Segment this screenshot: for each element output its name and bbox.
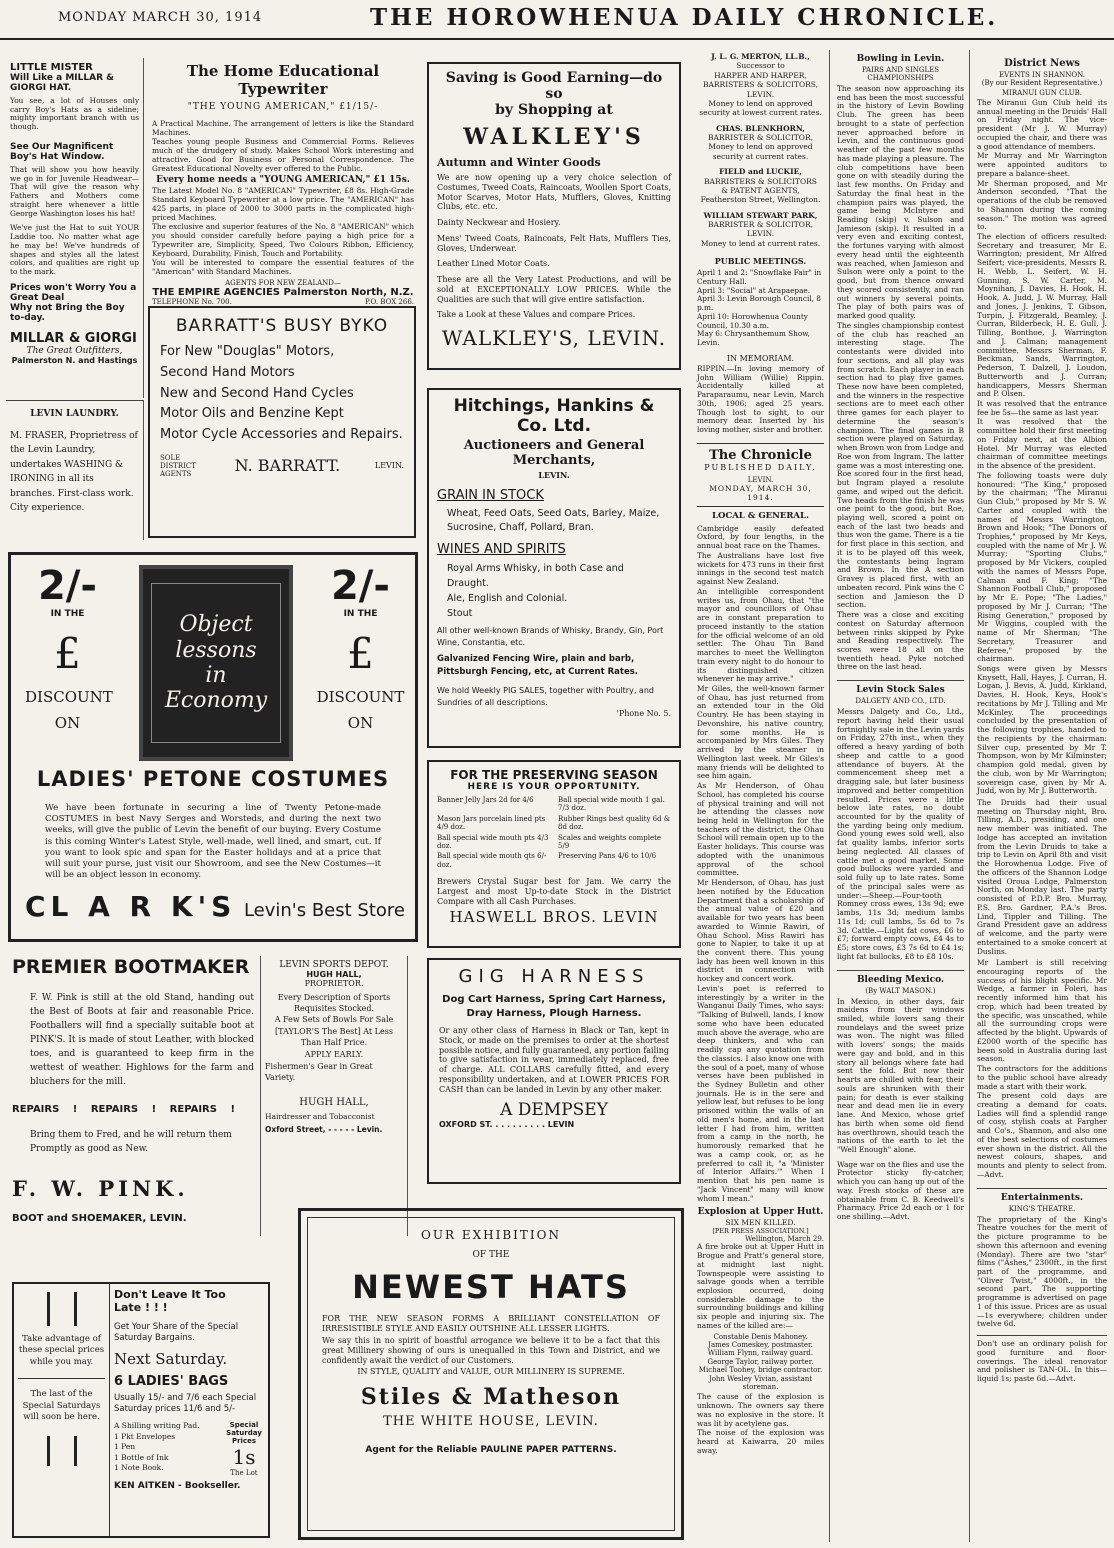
- news-paragraph: It was resolved that the committee hold their first meeting on Friday next, at the Albion Hotel. Mr Murray was elected chairman of committee meetings in the absence of the president.: [977, 417, 1107, 471]
- ad-label: DISCOUNT: [316, 688, 405, 706]
- news-paragraph: The election of officers resulted: Secretary and treasurer, Mr E. Warrington; president, Mr Alfred Seifert; vice-presidents, Messrs R. H. Webb, L. Seifert, W. H. Gunning, S. W. Carter, M. Moynihan, J. Davies, H. Hook, H. Hook, A. Judd, J. W. Murray, Hall and Jones, J. Jenkins, T. Gibson, Turpin, J. Fitzgerald, Beamley, J. Curran, Bilderbeck, H. E. Gull, J. Tilling, Bonthoe, J. Warrington and J. Calman; management committee, Messrs Sherman, F. Beckman, Sands, Warrington, Pederson, T. Dalzell, J. Loudon, Butterworth and J. Curran; handicappers, Messrs Sherman and P. Olsen.: [977, 232, 1107, 399]
- news-paragraph: The noise of the explosion was heard at Kaiwarra, 20 miles away.: [697, 1428, 824, 1455]
- ad-subheading: Autumn and Winter Goods: [437, 156, 601, 169]
- address: OXFORD ST. . . . . . . . . . LEVIN: [439, 1120, 575, 1130]
- news-paragraph: The singles championship contest of the club has reached an interesting stage. The contestants were divided into four sections, and all play was from scratch. Each player in each section had to play five games. These now have been completed, and the winners in the respective sections are to meet each other three games for each player to determine the season's champion. The final games in B section were played on Saturday, when Brown won from Lodge and Roe won from Ingram. The latter game was a most interesting one. Roe scored four in the first head, but Ingram played a resolute game, and wiped out the deficit. Two heads from the finish he was one point to the good, but Roe, playing well, scored a point on each of the last two heads and thus won the game. There is a tie for first place in this section, and it is to be played off this week, the contestants being Ingram and Brown. In the A section Gravey is placed first, with an unbeaten record. Pink wins the C section and Jamieson the D section.: [837, 320, 965, 610]
- price: 1s: [232, 1445, 256, 1470]
- paper-name: The Chronicle: [709, 447, 812, 463]
- meeting-item: May 6: Chrysanthemum Show, Levin.: [697, 329, 810, 348]
- news-paragraph: The contractors for the additions to the public school have already made a start with their work.: [977, 1064, 1107, 1091]
- slate-text: Economy: [164, 688, 268, 714]
- ad-text: F. W. Pink is still at the old Stand, handing out the Best of Boots at fair and reasonable Price. Footballers will find a specially suitable boot at PINK'S. It is made of stout Leather, with blocked toes, and is guaranteed to keep firm in the wettest of weather. Highlows for the farm and bluchers for the mill.: [30, 993, 254, 1087]
- section-subheading: MIRANUI GUN CLUB.: [1001, 89, 1082, 97]
- price-item: Preserving Pans 4/6 to 10/6: [558, 852, 657, 861]
- firm-tagline: The Great Outfitters,: [26, 345, 123, 356]
- list-item: 1 Pkt Envelopes: [114, 1431, 176, 1441]
- ad-text: Hairdresser and Tobacconist: [265, 1112, 375, 1122]
- column-district-news: [973, 50, 1111, 1542]
- pillar-ornament: [47, 1292, 77, 1326]
- card-name: CHAS. BLENKHORN,: [716, 123, 805, 133]
- section-heading: IN MEMORIAM.: [726, 353, 795, 363]
- ad-text: Fishermen's Gear in Great Variety.: [265, 1061, 373, 1083]
- ad-text: Brewers Crystal Sugar best for Jam. We carry the Largest and most Up-to-date Stock in the District Compare with all Cash Purchases.: [437, 877, 671, 906]
- pound-sign: £: [54, 629, 81, 678]
- news-dateline: Wellington, March 29.: [745, 1235, 824, 1244]
- news-paragraph: Levin's poet is referred to interestingly by a writer in the Wanganui Daily Times, who says: "Talking of Bulwell, lands, I know some who have been educated much above the average, who are deep thinkers, and who can readily cap any quotation from the classics. I also know one with the soul of a poet, many of whose verses have been published in the Sydney Bulletin and other journals. He is in the sere and yellow leaf, but refuses to be long prisoned within the walls of an old men's home, and in the last letter I had from him, written from a camp in the north, he humorously remarked that he was a camp cook, or, as he preferred to call it, "a 'Minister of Interior Affairs.'" When I mention that his pen name is "Jack Vincent" many will know whom I mean.": [697, 983, 824, 1203]
- firm-tagline: Levin's Best Store: [243, 900, 405, 921]
- firm-name: Stiles & Matheson: [360, 1384, 622, 1411]
- legal-card: [697, 124, 824, 162]
- meeting-item: April 1 and 2: "Snowflake Fair" in Century Hall.: [697, 268, 822, 286]
- card-line: Money to lend on approved security at current rates.: [708, 142, 813, 161]
- ad-heading: Why not Bring the Boy to-day.: [10, 302, 125, 323]
- ken-aitken-ad: [12, 1282, 270, 1538]
- firm-name: A DEMPSEY: [500, 1100, 608, 1121]
- chronicle-masthead: [697, 443, 824, 507]
- ad-heading: FOR THE PRESERVING SEASON: [450, 768, 658, 782]
- meeting-item: April 10: Horowhenua County Council, 10.30 a.m.: [697, 311, 808, 330]
- ad-heading: LEVIN SPORTS DEPOT.: [279, 960, 389, 970]
- card-line: HARPER AND HARPER,: [714, 70, 807, 80]
- slate-illustration: [139, 565, 293, 761]
- card-line: BARRISTER & SOLICITOR,: [707, 220, 813, 229]
- ad-text: We say this in no spirit of boastful arrogance we believe it to be a fact that this great Millinery showing of ours is unequalled in this Town and District, and we confidently await the verdict of our Customers.: [322, 1336, 660, 1365]
- news-paragraph: Songs were given by Messrs Knysett, Hall, Hayes, J. Curran, H. Logan, J. Bevis, A. Judd, Kirkland, Davies, H. Hook, Keys, Hook's recitations by Mr J. Tilling and Mr McKinley. The proceedings concluded by the presentation of the following trophies, handed to the recipients by the chairman: Silver cup, presented by Mr T. Thompson, won by Mr Kilminster; champion gold medal, given by the club, won by Mr Warrington; sovereign case, given by Mr A. Judd, won by Mr J. Butterworth.: [977, 664, 1107, 796]
- levin-laundry-ad: [6, 400, 144, 540]
- card-line: Successor to: [736, 61, 785, 71]
- news-paragraph: Mr Murray and Mr Warrington were appointed auditors to prepare a balance-sheet.: [977, 151, 1107, 178]
- ad-heading: LADIES' PETONE COSTUMES: [36, 767, 390, 791]
- ad-line: New and Second Hand Cycles: [160, 385, 354, 401]
- ad-text: FOR THE NEW SEASON FORMS A BRILLIANT CONSTELLATION OF IRRESISTIBLE STYLE AND EASILY OUTSHINE ALL LESSER LIGHTS.: [322, 1314, 660, 1333]
- ad-label: ON: [347, 714, 374, 732]
- ad-text: Dainty Neckwear and Hosiery.: [437, 218, 561, 227]
- meeting-item: April 3: "Social" at Arapaepae.: [697, 285, 811, 295]
- firm-name: N. BARRATT.: [234, 456, 341, 476]
- card-line: BARRISTERS & SOLICITORS: [704, 176, 817, 186]
- price-item: Mason Jars porcelain lined pts 4/9 doz.: [437, 814, 546, 832]
- firm-tagline: THE WHITE HOUSE, LEVIN.: [383, 1414, 599, 1430]
- town: LEVIN.: [538, 470, 570, 480]
- barratt-byko-ad: [148, 306, 416, 538]
- ad-heading: GIG HARNESS: [458, 966, 650, 987]
- casualty-name: William Flynn, railway guard.: [707, 1349, 814, 1358]
- price-item: Rubber Rings best quality 6d & 8d doz.: [558, 814, 671, 832]
- ad-label: OF THE: [472, 1250, 510, 1260]
- ad-heading: See Our Magnificent Boy's Hat Window.: [10, 141, 114, 162]
- firm-name: KEN AITKEN - Bookseller.: [114, 1481, 241, 1492]
- ad-text: Every Description of Sports Requisites Stocked.: [277, 993, 391, 1014]
- ad-text: We have been fortunate in securing a line of Twenty Petone-made COSTUMES in best Navy Serges and Worsteds, and during the next two weeks, will give the public of Levin the benefit of our buying. Every Costume is this coming Winter's Latest Style, well-made, well lined, and smart, cut. If you want to look spic and span for the Easter holidays and at a price that will suit your purse, just visit our Showroom, and see the New Costumes—it will be an object lesson in economy.: [45, 803, 381, 881]
- ad-heading: by Shopping at: [495, 102, 613, 118]
- news-paragraph: Mr Lambert is still receiving encouraging reports of the success of his blight specific. Mr Wedge, a farmer in Foleri, has recently informed him that his crop, which had been treated by the specific, was unscathed, while all the surrounding crops were affected by the blight. Upwards of £2000 worth of the specific has been sold in Australia during last season.: [977, 958, 1107, 1064]
- casualty-name: James Comeskey, postmaster.: [708, 1341, 813, 1350]
- price-item: Ball special wide mouth pts 4/3 doz.: [437, 833, 549, 850]
- list-item: 1 Note Book.: [114, 1463, 164, 1473]
- telephone: TELEPHONE No. 700.: [152, 297, 232, 306]
- ad-text: Take advantage of these special prices while you may.: [18, 1334, 105, 1367]
- card-name: J. L. G. MERTON, LL.B.,: [711, 52, 810, 61]
- firm-name: Hitchings, Hankins & Co. Ltd.: [453, 396, 655, 436]
- walkleys-ad: [427, 62, 681, 370]
- section-heading: LOCAL & GENERAL.: [712, 510, 809, 521]
- ad-text: These are all the Very Latest Productions, and will be sold at EXCEPTIONALLY LOW PRICES. While the Qualities are such that will give entire satisfaction.: [437, 275, 671, 304]
- sports-depot-ad: [260, 956, 408, 1236]
- pink-bootmaker-ad: [8, 952, 258, 1270]
- ad-text: Usually 15/- and 7/6 each Special Saturday prices 11/6 and 5/-: [114, 1393, 257, 1415]
- ad-subheading: 6 LADIES' BAGS: [114, 1374, 229, 1390]
- slate-text: Object: [179, 612, 253, 638]
- ad-line: For New "Douglas" Motors,: [160, 344, 335, 359]
- casualty-name: George Taylor, railway porter.: [707, 1357, 814, 1366]
- ad-text: Or any other class of Harness in Black or Tan, kept in Stock, or made on the premises to order at the shortest possible notice, and fully guaranteed, any portion failing to give satisfaction in wear, immediately replaced, free of charge. ALL COLLARS carefully fitted, and every responsibility undertaken, and at LOWER PRICES FOR CASH than can be landed in Levin by any other maker.: [439, 1026, 669, 1094]
- list-item: A Shilling writing Pad.: [114, 1421, 200, 1431]
- paper-tagline: PUBLISHED DAILY.: [704, 462, 817, 472]
- pillar-ornament: [47, 1436, 77, 1466]
- section-subheading: SIX MEN KILLED.: [725, 1218, 796, 1228]
- price-item: Ball special wide mouth qts 6/- doz.: [437, 852, 547, 869]
- card-line: LEVIN.: [746, 229, 775, 239]
- section-subheading: DALGETY AND CO., LTD.: [855, 697, 946, 706]
- firm-name: MILLAR & GIORGI: [10, 330, 137, 346]
- news-paragraph: Mr Giles, the well-known farmer of Ohau, has just returned from an extended tour in the Old Country. He has been staying in Devonshire, his native country, for some months. He is accompanied by Mrs Giles. They arrived by the steamer in Wellington last week. Mr Giles's many friends will be delighted to see him again.: [697, 683, 824, 781]
- issue-date: MONDAY MARCH 30, 1914: [58, 10, 263, 25]
- address: Oxford Street, - - - - - Levin.: [265, 1125, 383, 1135]
- section-heading: WINES AND SPIRITS: [437, 541, 566, 557]
- pound-sign: £: [347, 629, 374, 678]
- ad-heading: OUR EXHIBITION: [421, 1228, 561, 1242]
- ad-heading: BARRATT'S BUSY BYKO: [175, 316, 389, 336]
- town: LEVIN.: [374, 461, 404, 471]
- section-heading: PUBLIC MEETINGS.: [714, 256, 807, 267]
- gig-harness-ad: [427, 958, 681, 1184]
- ad-text: IN STYLE, QUALITY and VALUE, OUR MILLINERY IS SUPREME.: [357, 1367, 625, 1377]
- ad-text: We've just the Hat to suit YOUR Laddie too. No matter what age he may be! We've hundreds of shapes and styles all the latest colors, and qualities are right up to the mark.: [10, 223, 139, 277]
- section-subheading: PAIRS AND SINGLES CHAMPIONSHIPS: [861, 66, 940, 82]
- slate-text: in: [205, 663, 227, 688]
- ad-line: Royal Arms Whisky, in both Case and Draught.: [447, 562, 624, 589]
- news-paragraph: As Mr Henderson, of Ohau School, has completed his course of physical training and will not be attending the classes now being held in Wellington for the teachers of the district, the Ohau School will remain open up to the Easter holidays. This course was adopted with the unanimous approval of the school committee.: [697, 781, 824, 878]
- byline: (By WALT MASON.): [865, 986, 936, 995]
- list-item: 1 Bottle of Ink: [114, 1452, 169, 1462]
- millar-giorgi-ad: [6, 58, 144, 398]
- paper-town: LEVIN.: [747, 475, 774, 484]
- ad-text: Leather Lined Motor Coats.: [437, 259, 550, 269]
- ad-heading: LEVIN LAUNDRY.: [30, 409, 119, 419]
- card-line: Money to lend at current rates.: [700, 238, 821, 248]
- ad-subheading: HERE IS YOUR OPPORTUNITY.: [467, 782, 641, 792]
- ad-label: PROPRIETOR.: [304, 979, 364, 988]
- meeting-item: April 3: Levin Borough Council, 8 p.m.: [697, 294, 821, 313]
- casualty-name: Constable Denis Mahoney.: [713, 1332, 808, 1341]
- ad-heading: Prices won't Worry You a Great Deal: [10, 282, 137, 303]
- ad-line: Second Hand Motors: [160, 364, 295, 380]
- card-line: Money to lend on approved security at lowest current rates.: [699, 98, 822, 118]
- ad-text: Take a Look at these Values and compare Prices.: [437, 310, 636, 320]
- ad-text: You will be interested to compare the essential features of the "American" with Standard Machines.: [152, 258, 414, 277]
- ad-text: Wheat, Feed Oats, Seed Oats, Barley, Maize, Sucrosine, Chaff, Pollard, Bran.: [447, 508, 660, 534]
- ad-subheading: "THE YOUNG AMERICAN," £1/15/-: [187, 102, 379, 112]
- news-agency: [PER PRESS ASSOCIATION.]: [712, 1227, 809, 1236]
- firm-signature: HASWELL BROS. LEVIN: [449, 908, 659, 927]
- clarks-ad: [8, 552, 418, 942]
- firm-footer: Agent for the Reliable PAULINE PAPER PATTERNS.: [365, 1445, 617, 1456]
- card-line: BARRISTERS & SOLICITORS,: [702, 80, 818, 90]
- stiles-matheson-ad: [298, 1208, 684, 1540]
- repairs-banner: REPAIRS ! REPAIRS ! REPAIRS !: [12, 1103, 236, 1115]
- price-item: Ball special wide mouth 1 gal. 7/3 doz.: [558, 796, 665, 813]
- casualty-name: Michael Toohey, bridge contractor.: [698, 1366, 823, 1375]
- news-paragraph: The season now approaching its end has been the most successful in the history of Levin Bowling Club. The green has been brought to a state of perfection never approached before in Levin, and the continuous good weather of the past few months has made playing a pleasure. The club competitions have been gone on with steadily during the last few months. On Friday and Saturday the final heat in the champion pairs was played, the game being McIntyre and Reading (skip) v. Sulson and Jamieson (skip). It resulted in a very even and exciting contest, the fortunes varying with almost every head until the eighteenth was reached, when Jamieson and Sulson were only a point to the good, but from thence onward they scored consistently, and ran out winners by several points. The play of both pairs was of marked good quality.: [837, 84, 964, 321]
- ad-text: We hold Weekly PIG SALES, together with Poultry, and Sundries of all descriptions.: [437, 685, 654, 707]
- proprietor-name: HUGH HALL,: [306, 970, 362, 979]
- firm-signature: WALKLEY'S, LEVIN.: [441, 326, 667, 350]
- ad-heading: PREMIER BOOTMAKER: [12, 956, 250, 978]
- paper-date: MONDAY, MARCH 30, 1914.: [709, 483, 812, 502]
- casualty-name: John Wesley Vivian, assistant storeman.: [708, 1374, 813, 1391]
- news-paragraph: An intelligible correspondent writes us, from Ohau, that "the mayor and councillors of Ohau are in constant preparation to proceed instantly to the station for the official welcome of an old settler. The Ohau Tin Band marches to meet the Wellington train every night to do honour to its distinguished citizen whenever he may arrive.": [697, 586, 824, 684]
- firm-name: THE EMPIRE AGENCIES Palmerston North, N.Z.: [152, 286, 414, 298]
- ad-text: All other well-known Brands of Whisky, Brandy, Gin, Port Wine, Constantia, etc.: [437, 626, 664, 648]
- ad-subheading: Dog Cart Harness, Spring Cart Harness, Dray Harness, Plough Harness.: [442, 994, 666, 1019]
- agents-label: SOLE DISTRICT AGENTS: [160, 453, 196, 478]
- ad-label: IN THE: [50, 609, 85, 619]
- ad-heading: Will Like a MILLAR & GIORGI HAT.: [10, 73, 114, 93]
- haswell-bros-ad: [427, 760, 681, 948]
- ad-label: The Lot: [230, 1469, 258, 1478]
- section-heading: Entertainments.: [977, 1188, 1107, 1203]
- news-paragraph: There was a close and exciting contest on Saturday afternoon between rinks skipped by Pyke and Reading respectively. The scores were 18 all on the twentieth head. Pyke notched three on the last head.: [837, 610, 964, 672]
- price-item: Scales and weights complete 5/9: [558, 833, 662, 850]
- news-paragraph: The Miranui Gun Club held its annual meeting in the Druids' Hall on Friday night. The vice-president (Mr J. W. Murray) occupied the chair, and there was a good attendance of members.: [977, 98, 1107, 151]
- byline: (By our Resident Representative.): [981, 79, 1103, 87]
- news-paragraph: The following toasts were duly honoured: "The King," proposed by the chairman; "The Miranui Gun Club," proposed by Mr S. W. Carter and coupled with the names of Messrs Warrington, Brown and Hook; "The Donors of Trophies," proposed by Mr Keys, coupled with the name of Mr J. W. Murray; "Sporting Clubs," proposed by Mr Vickers, coupled with the names of Messrs Pope, Calman and F. King; "The Shannon Football Club," proposed by Mr E. Pope; "The Ladies," proposed by Mr J. Curran; "The Rising Generation," proposed by Mr Wiggins, coupled with the name of Mr Sherman; "The Secretary, Treasurer and Referee," proposed by the chairman.: [977, 470, 1107, 664]
- firm-name: CL A R K'S: [25, 890, 237, 923]
- ad-text: We are now opening up a very choice selection of Costumes, Tweed Coats, Raincoats, Woollen Sport Coats, Motor Scarves, Motor Hats, Mufflers, Gloves, Knitting Clubs, etc. etc.: [437, 173, 671, 212]
- section-heading: District News: [1004, 58, 1080, 69]
- proprietor-name: HUGH HALL,: [299, 1097, 369, 1109]
- list-item: 1 Pen: [114, 1442, 136, 1452]
- ad-text: Mens' Tweed Coats, Raincoats, Felt Hats, Mufflers Ties, Gloves, Underwear.: [437, 233, 671, 253]
- ad-label: ON: [54, 714, 81, 732]
- brand-name: WALKLEY'S: [463, 124, 645, 150]
- card-name: FIELD and LUCKIE,: [719, 167, 802, 177]
- memoriam-text: RIPPIN.—In loving memory of John William (Willie) Rippin. Accidentally killed at Paraparaumu, near Levin, March 30th, 1906; aged 25 years. Though lost to sight, to our memory dear. Inserted by his loving mother, sister and brother.: [697, 363, 824, 435]
- ad-label: DISCOUNT: [25, 688, 113, 706]
- legal-card: [697, 167, 824, 205]
- hitchings-hankins-ad: [427, 388, 681, 748]
- masthead: [0, 0, 1114, 40]
- section-heading: Bowling in Levin.: [856, 54, 945, 64]
- card-name: WILLIAM STEWART PARK,: [703, 210, 818, 220]
- ad-line: Motor Cycle Accessories and Repairs.: [160, 427, 403, 443]
- legal-card: [697, 52, 824, 118]
- ad-heading: Saving is Good Earning—do so: [445, 70, 663, 102]
- price-item: Banner Jelly Jars 2d for 4/6: [437, 796, 534, 804]
- ad-subheading: Next Saturday.: [114, 1350, 228, 1369]
- ad-text: The last of the Special Saturdays will soon be here.: [22, 1389, 101, 1423]
- section-heading: GRAIN IN STOCK: [437, 488, 544, 503]
- news-paragraph: The cause of the explosion is unknown. The owners say there was no explosive in the store. It was lit by acetylene gas.: [697, 1392, 824, 1428]
- ad-text: Teaches young people Business and Commercial Forms. Relieves much of the drudgery of study. Makes School Work interesting and attractive. Good for Business or Personal Correspondence. The Greatest Educational Novelty ever offered to the Public.: [152, 137, 414, 173]
- firm-tagline: Auctioneers and General Merchants,: [463, 438, 645, 468]
- legal-card: [697, 211, 824, 249]
- card-line: BARRISTER & SOLICITOR,: [707, 133, 813, 142]
- ad-heading: LITTLE MISTER: [10, 62, 93, 73]
- ad-text: Get Your Share of the Special Saturday Bargains.: [114, 1322, 239, 1344]
- advert-paragraph: The present cold days are creating a demand for coats. Ladies will find a splendid range of cosy, stylish coats at Fargher and Co's., Shannon, and also one of the best selections of costumes ever shown in the district. All the newest colours, shapes, and mounts and plenty to select from.—Advt.: [977, 1091, 1107, 1179]
- ad-label: IN THE: [343, 609, 378, 619]
- ad-text: A Practical Machine. The arrangement of letters is like the Standard Machines.: [152, 119, 414, 137]
- card-line: & PATENT AGENTS,: [721, 185, 800, 195]
- card-line: Featherston Street, Wellington.: [700, 195, 821, 205]
- ad-text: The Latest Model No. 8 "AMERICAN" Typewriter, £8 8s. High-Grade Standard Keyboard Typewriter at a low price. The "AMERICAN" has 425 parts, in place of 2000 to 3000 parts in the complicated high-priced Machines.: [152, 186, 414, 222]
- section-subheading: KING'S THEATRE.: [1008, 1204, 1076, 1213]
- section-heading: Levin Stock Sales: [837, 680, 964, 695]
- firm-tagline: BOOT and SHOEMAKER, LEVIN.: [12, 1213, 187, 1225]
- news-paragraph: In Mexico, in other days, fair maidens from their windows smiled, while lovers sang their roundelays and the sweet prize was won. The night was filled with lovers' songs; the maids were gay and bold, and in this story all belongs where fate had sent the fold. But now their hearts are chilled with fear, their souls are shrunken with their pain; for death is ever stalking near and dead men lie in every lane. And Mexico, whose grief has birth when some old fiend has overthrown, should teach the nations of the earth to let the "Well Enough" alone.: [837, 996, 964, 1154]
- column-legal-local: [692, 50, 830, 1542]
- section-heading: Explosion at Upper Hutt.: [697, 1207, 824, 1218]
- ad-text: A Few Sets of Bowls For Sale [TAYLOR'S The Best] At Less Than Half Price.: [274, 1015, 394, 1047]
- ad-text: AGENTS FOR NEW ZEALAND—: [225, 278, 341, 287]
- advert-paragraph: Wage war on the flies and use the Protector sticky fly-catcher, which you can hang up out of the way. Fresh stocks of these are obtainable from C. B. Keedwell's Pharmacy. Price 2d each or 1 for one shilling.—Advt.: [837, 1159, 964, 1222]
- section-heading: Bleeding Mexico.: [837, 970, 964, 985]
- ad-line: Motor Oils and Benzine Kept: [160, 406, 344, 422]
- section-subheading: EVENTS IN SHANNON.: [998, 71, 1086, 79]
- news-paragraph: A fire broke out at Upper Hutt in Brogue and Pratt's general store, at midnight last night. Townspeople were assisting to salvage goods when a terrible explosion occurred, doing considerable damage to the surrounding buildings and killing six people and injuring six. The names of the killed are:—: [697, 1242, 824, 1330]
- slate-text: lessons: [175, 637, 257, 663]
- firm-locations: Palmerston N. and Hastings: [11, 355, 138, 365]
- ad-text: The exclusive and superior features of the No. 8 "AMERICAN" which you should consider carefully before paying a high price for a Typewriter are, Simplicity, Speed, Two Colours Ribbon, Efficiency, Keyboard, Durability, Finish, Touch and Portability.: [152, 222, 414, 258]
- advert-paragraph: Don't use an ordinary polish for good furniture and floor-coverings. The ideal renovator and polisher is TAN-OL. In this—liquid 1s; paste 6d.—Advt.: [977, 1335, 1107, 1384]
- price: 2/-: [37, 563, 98, 609]
- firm-name: F. W. PINK.: [12, 1176, 189, 1202]
- ad-heading: The Home Educational Typewriter: [186, 62, 380, 98]
- news-paragraph: The Druids had their usual meeting on Thursday night, Bro. Tilling, A.D., presiding, and one new member was initiated. The lodge has accepted an invitation from the Levin Druids to take a trip to Levin on April 8th and visit the Horowhenua Lodge. Five of the officers of the Shannon Lodge visited Oroua Lodge, Palmerston North, on Monday last. The party consisted of P.D.P. Bro. Murray, P.S. Bro. Gardner, P.A.'s Bros. Lind, Tippler and Tilling. The Grand President gave an address of welcome, and the party were entertained to a smoke concert at Duslins.: [977, 798, 1107, 956]
- ad-text: You see, a lot of Houses only carry Boy's Hats as a sideline; mighty important branch with us though.: [10, 96, 139, 132]
- ad-heading: Late ! ! !: [114, 1301, 168, 1314]
- news-paragraph: Cambridge easily defeated Oxford, by four lengths, in the annual boat race on the Thames.: [697, 523, 824, 551]
- ad-text: Every home needs a "YOUNG AMERICAN," £1 15s.: [156, 175, 410, 186]
- ad-text: Galvanized Fencing Wire, plain and barb, Pittsburgh Fencing, etc, at Current Rates.: [437, 654, 639, 677]
- ad-label: Special Saturday Prices: [226, 1421, 262, 1446]
- news-paragraph: Mr Sherman proposed, and Mr Anderson seconded, "That the operations of the club be removed to Shannon during the coming season." The motion was agreed to.: [977, 178, 1107, 232]
- ad-line: Stout: [447, 608, 473, 620]
- telephone: 'Phone No. 5.: [616, 708, 671, 718]
- news-paragraph: Messrs Dalgety and Co., Ltd., report having held their usual fortnightly sale in the Levin yards on Friday, 27th inst., when they offered a heavy yarding of both sheep and cattle to a good attendance of buyers. At the commencement sheep met a dragging sale, but later business improved and better competition resulted. Prices were a little below late rates, no doubt accounted for by the quality of the yarding being only medium. Good young ewes sold well, also fat quality lambs, inferior sorts being neglected. All classes of cattle met a good market. Some good bullocks were yarded and sold fully up to late rates. Some of the principal sales were as under:—Sheep.—Four-tooth Romney cross ewes, 13s 9d; ewe lambs, 11s 3d; medium lambs 11s 1d; cull lambs, 5s 6d to 7s 3d. Cattle.—Light fat cows, £6 to £7; forward empty cows, £4 4s to £5; store cows, £3 7s 6d to £4 1s; light fat bullocks, £8 to £8 10s.: [837, 707, 964, 961]
- news-paragraph: Mr Henderson, of Ohau, has just been notified by the Education Department that a scholarship of the annual value of £20 and available for two years has been awarded to Winnie Rawiri, of Ohau School. Miss Rawiri has gone to Napier, to take it up at the convent there. This young lady has been well known in this district in connection with hockey and concert work.: [697, 878, 824, 984]
- typewriter-ad: [148, 58, 418, 306]
- news-paragraph: The Australians have lost five wickets for 473 runs in their first innings in the second test match against New Zealand.: [697, 550, 824, 587]
- ad-heading: NEWEST HATS: [352, 1268, 630, 1306]
- newspaper-title: THE HOROWHENUA DAILY CHRONICLE.: [370, 4, 999, 31]
- ad-heading: Don't Leave It Too: [114, 1288, 226, 1301]
- po-box: P.O. BOX 266.: [365, 297, 414, 306]
- news-paragraph: It was resolved that the entrance fee be 5s—the same as last year.: [977, 398, 1107, 417]
- ad-text: That will show you how heavily we go in for Juvenile Headwear—That will give the reason why Fathers and Mothers come straight here whenever a little George Washington loses his hat!: [10, 164, 139, 218]
- column-bowling-stock: [832, 50, 970, 1542]
- ad-text: APPLY EARLY.: [304, 1049, 364, 1059]
- card-line: LEVIN.: [746, 89, 775, 99]
- ad-line: Ale, English and Colonial.: [447, 592, 568, 604]
- ad-text: Bring them to Fred, and he will return them Promptly as good as New.: [30, 1129, 232, 1154]
- price: 2/-: [330, 563, 391, 609]
- news-paragraph: The proprietary of the King's Theatre vouches for the merit of the picture programme to be shown this afternoon and evening (Monday). There are two "star" films ("Ashes," 2300ft., in the first part of the programme, and "Oliver Twist," 4000ft., in the second part. The supporting programme is advertised on page 1 of this issue. Prices are as usual—1s everywhere; children under twelve 6d.: [977, 1214, 1107, 1329]
- ad-text: M. FRASER, Proprietress of the Levin Laundry, undertakes WASHING & IRONING in all its branches. First-class work. City experience.: [10, 431, 138, 513]
